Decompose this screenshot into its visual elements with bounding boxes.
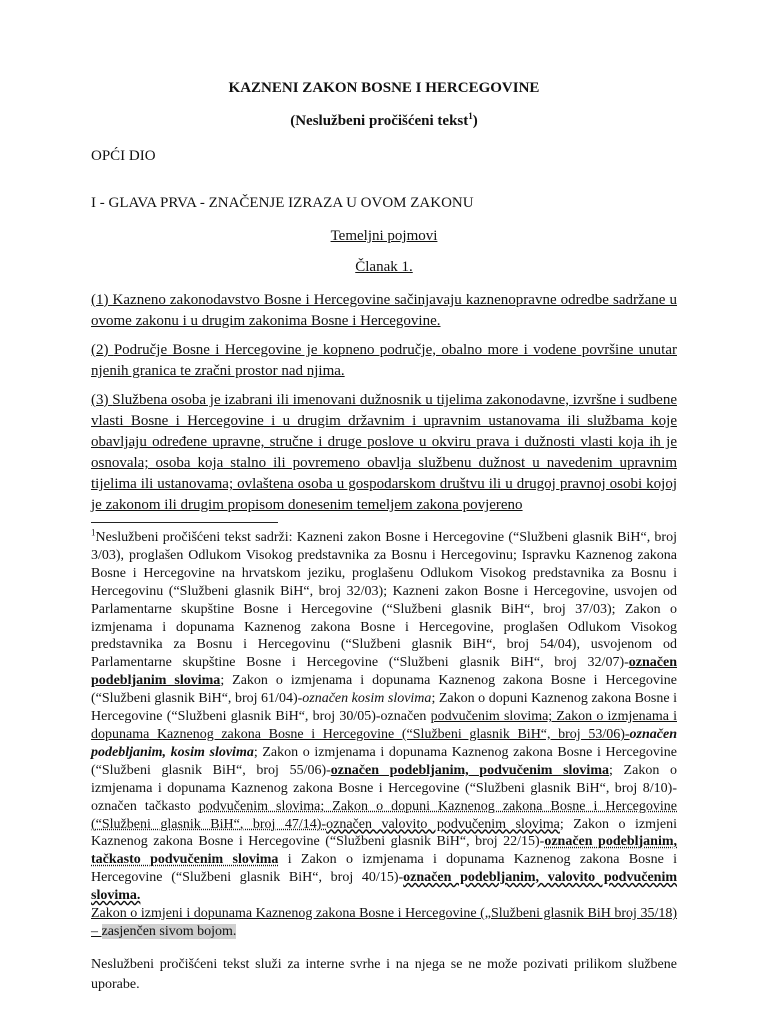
document-title: KAZNENI ZAKON BOSNE I HERCEGOVINE (228, 80, 540, 96)
paragraph-3 (91, 390, 677, 516)
paragraph-text: Područje Bosne i Hercegovine je kopneno područje, obalno more i vodene površine unutar njenih granica te zračni prostor nad njima. (91, 342, 677, 379)
article-heading: Temeljni pojmovi (330, 228, 438, 244)
chapter-heading: I - GLAVA PRVA - ZNAČENJE IZRAZA U OVOM ZAKONU (91, 195, 474, 211)
document-subtitle: (Neslužbeni pročišćeni tekst$^1$) (290, 111, 478, 129)
paragraph-text: Službena osoba je izabrani ili imenovani dužnosnik u tijelima zakonodavne, izvršne i sudbene vlasti Bosne i Hercegovine i u drugim državnim i upravnim ustanovama ili službama koje obavljaju određene upravne, stručne i druge poslove u okviru prava i dužnosti vlasti koja ih je osnovala; osoba koja stalno ili povremeno obavlja službenu dužnost u navedenim upravnim tijelima ili ustanovama; ovlaštena osoba u gospodarskom društvu ili u drugoj pravnoj osobi kojoj je zakonom ili drugim propisom donesenim temeljem zakona povjereno (91, 392, 677, 513)
paragraph-1 (91, 290, 677, 332)
footnote-reference[interactable]: 1 (468, 111, 473, 121)
paragraph-number: (3) (91, 392, 109, 408)
footnote-mark: 1 (91, 527, 96, 538)
footnote-divider (91, 522, 278, 523)
paragraph-number: (2) (91, 342, 109, 358)
footnote: $^1$Neslužbeni pročišćeni tekst sadrži: Kazneni zakon Bosne i Hercegovine (“Službeni glasnik BiH“, broj 3/03), proglašen Odlukom Visokog predstavnika za Bosnu i Hercegovinu; Ispravku Kaznenog zakona Bosne i Hercegovine na hrvatskom jeziku, proglašenu Odlukom Visokog predstavnika za Bosnu i Hercegovinu (“Službeni glasnik BiH“, broj 32/03); Kazneni zakon Bosne i Hercegovine, usvojen od Parlamentarne skupštine Bosne i Hercegovine (“Službeni glasnik BiH“, broj 37/03); Zakon o izmjenama i dopunama Kaznenog zakona Bosne i Hercegovine, proglašen Odlukom Visokog predstavnika za Bosnu i Hercegovinu (“Službeni glasnik BiH“, broj 54/04), usvojenom od Parlamentarne skupštine Bosne i Hercegovine (“Službeni glasnik BiH“, broj 32/07)-označen podebljanim slovima; Zakon o izmjenama i dopunama Kaznenog zakona Bosne i Hercegovine (“Službeni glasnik BiH“, broj 61/04)-označen kosim slovima; Zakon o dopuni Kaznenog zakona Bosne i Hercegovine (“Službeni glasnik BiH“, broj 30/05)-označen podvučenim slovima; Zakon o izmjenama i dopunama Kaznenog zakona Bosne i Hercegovine (“Službeni glasnik BiH“, broj 53/06)-označen podebljanim, kosim slovima; Zakon o izmjenama i dopunama Kaznenog zakona Bosne i Hercegovine (“Službeni glasnik BiH“, broj 55/06)-označen podebljanim, podvučenim slovima; Zakon o izmjenama i dopunama Kaznenog zakona Bosne i Hercegovine (“Službeni glasnik BiH“, broj 8/10)-označen tačkasto podvučenim slovima; Zakon o dopuni Kaznenog zakona Bosne i Hercegovine (“Službeni glasnik BiH“, broj 47/14)-označen valovito podvučenim slovima; Zakon o izmjeni Kaznenog zakona Bosne i Hercegovine (“Službeni glasnik BiH“, broj 22/15)-označen podebljanim, tačkasto podvučenim slovima i Zakon o izmjenama i dopunama Kaznenog zakona Bosne i Hercegovine (“Službeni glasnik BiH“, broj 40/15)-označen podebljanim, valovito podvučenim slovima. Zakon o izmjeni i dopunama Kaznenog zakona Bosne i Hercegovine („Službeni glasnik BiH broj 35/18) – zasjenčen sivom bojom. (91, 527, 678, 939)
section-heading: OPĆI DIO (91, 148, 156, 164)
article-number: Članak 1. (355, 259, 413, 275)
disclaimer-note: Neslužbeni pročišćeni tekst služi za interne svrhe i na njega se ne može pozivati prilikom službene uporabe. (91, 957, 677, 992)
paragraph-number: (1) (91, 292, 109, 308)
paragraph-text: Kazneno zakonodavstvo Bosne i Hercegovine sačinjavaju kaznenopravne odredbe sadržane u ovome zakonu i u drugim zakonima Bosne i Hercegovine. (91, 292, 678, 329)
paragraph-2 (91, 340, 677, 382)
